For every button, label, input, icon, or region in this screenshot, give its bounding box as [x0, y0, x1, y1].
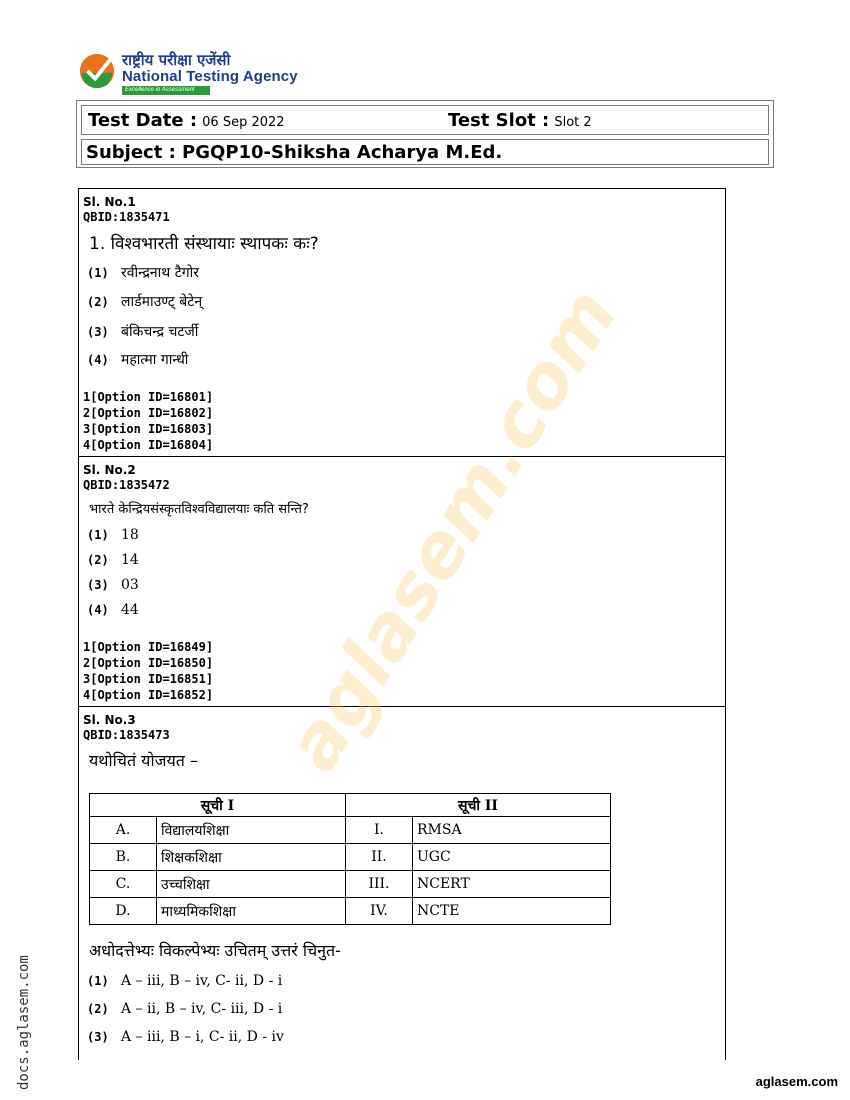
qbid: QBID:1835471 [83, 210, 170, 224]
option-number: (3) [87, 325, 109, 339]
nta-logo [78, 48, 318, 98]
test-date-label: Test Date : [88, 110, 198, 131]
question-list [78, 188, 726, 1060]
match-table-header [90, 794, 611, 817]
serial-number: Sl. No.2 [83, 463, 136, 477]
footer-url: aglasem.com [755, 1074, 838, 1089]
option-text: 03 [121, 577, 139, 593]
question-meta [83, 463, 170, 493]
list-1-item: शिक्षकशिक्षा [157, 844, 346, 871]
watermark: aglasem.com [270, 274, 635, 786]
option-number: (3) [87, 578, 109, 592]
option-item [87, 602, 139, 618]
list-1-label: C. [90, 871, 157, 898]
list-2-header: सूची II [346, 794, 611, 817]
option-id: 4[Option ID=16852] [83, 688, 214, 702]
list-2-label: III. [346, 871, 413, 898]
option-item [87, 527, 139, 543]
option-number: (2) [87, 1002, 109, 1016]
serial-number: Sl. No.1 [83, 195, 136, 209]
match-table [89, 793, 611, 925]
option-text: लार्डमाउण्ट् बेटेन् [121, 294, 203, 310]
question-text: 1. विश्वभारती संस्थायाः स्थापकः कः? [89, 234, 319, 254]
option-number: (3) [87, 1030, 109, 1044]
test-info-row [81, 105, 769, 135]
serial-number: Sl. No.3 [83, 713, 136, 727]
question-block [79, 457, 725, 707]
list-1-item: उच्चशिक्षा [157, 871, 346, 898]
option-id: 1[Option ID=16849] [83, 640, 214, 654]
option-text: A – ii, B – iv, C- iii, D - i [121, 1001, 283, 1017]
question-text: भारते केन्द्रियसंस्कृतविश्वविद्यालयाः कति सन्ति? [89, 502, 309, 517]
list-2-item: RMSA [413, 817, 611, 844]
test-slot-label: Test Slot : [448, 110, 550, 131]
table-row [90, 871, 611, 898]
option-item [87, 1029, 284, 1045]
list-2-label: II. [346, 844, 413, 871]
table-row [90, 898, 611, 925]
list-2-item: NCTE [413, 898, 611, 925]
question-meta [83, 195, 170, 225]
option-id: 2[Option ID=16850] [83, 656, 214, 670]
side-url: docs.aglasem.com [16, 955, 32, 1090]
question-meta [83, 713, 170, 743]
option-id: 2[Option ID=16802] [83, 406, 214, 420]
option-id: 3[Option ID=16803] [83, 422, 214, 436]
option-text: रवीन्द्रनाथ टैगोर [121, 265, 199, 281]
option-id: 1[Option ID=16801] [83, 390, 214, 404]
test-slot [448, 110, 592, 131]
option-id-list [83, 389, 213, 453]
test-date-value: 06 Sep 2022 [202, 115, 285, 130]
list-2-item: UGC [413, 844, 611, 871]
list-2-label: I. [346, 817, 413, 844]
list-1-label: A. [90, 817, 157, 844]
option-text: A – iii, B – i, C- ii, D - iv [121, 1029, 284, 1045]
table-row [90, 817, 611, 844]
qbid: QBID:1835472 [83, 478, 170, 492]
option-number: (4) [87, 353, 109, 367]
agency-name-hindi: राष्ट्रीय परीक्षा एजेंसी [122, 51, 231, 69]
option-text: महात्मा गान्धी [121, 352, 189, 368]
list-2-item: NCERT [413, 871, 611, 898]
list-1-label: B. [90, 844, 157, 871]
list-1-item: विद्यालयशिक्षा [157, 817, 346, 844]
question-text: यथोचितं योजयत – [89, 751, 198, 770]
option-number: (2) [87, 295, 109, 309]
option-text: A – iii, B – iv, C- ii, D - i [121, 973, 283, 989]
test-header [76, 100, 774, 168]
list-2-label: IV. [346, 898, 413, 925]
option-item [87, 322, 198, 341]
agency-tagline: Excellence in Assessment [122, 86, 210, 95]
nta-checkmark-icon [78, 52, 116, 90]
option-number: (2) [87, 553, 109, 567]
option-id: 3[Option ID=16851] [83, 672, 214, 686]
question-block [79, 189, 725, 457]
option-number: (1) [87, 528, 109, 542]
question-block [79, 707, 725, 1061]
option-text: 18 [121, 527, 139, 543]
test-slot-value: Slot 2 [554, 115, 592, 130]
list-1-label: D. [90, 898, 157, 925]
option-text: 14 [121, 552, 139, 568]
test-date [88, 110, 285, 131]
option-text: 44 [121, 602, 139, 618]
qbid: QBID:1835473 [83, 728, 170, 742]
option-text: बंकिचन्द्र चटर्जी [121, 324, 199, 340]
option-item [87, 973, 282, 989]
subject-title: Subject : PGQP10-Shiksha Acharya M.Ed. [86, 142, 503, 163]
option-item [87, 350, 188, 369]
option-number: (1) [87, 266, 109, 280]
option-item [87, 1001, 282, 1017]
list-1-item: माध्यमिकशिक्षा [157, 898, 346, 925]
option-id-list [83, 639, 213, 703]
table-row [90, 844, 611, 871]
option-number: (4) [87, 603, 109, 617]
list-1-header: सूची I [90, 794, 346, 817]
instruction-text: अधोदत्तेभ्यः विकल्पेभ्यः उचितम् उत्तरं चिनुत- [89, 941, 341, 960]
option-item [87, 263, 199, 282]
option-number: (1) [87, 974, 109, 988]
option-item [87, 577, 139, 593]
option-id: 4[Option ID=16804] [83, 438, 214, 452]
option-item [87, 552, 139, 568]
subject-row [81, 139, 769, 165]
option-item [87, 292, 202, 311]
agency-name-english: National Testing Agency [122, 68, 298, 85]
